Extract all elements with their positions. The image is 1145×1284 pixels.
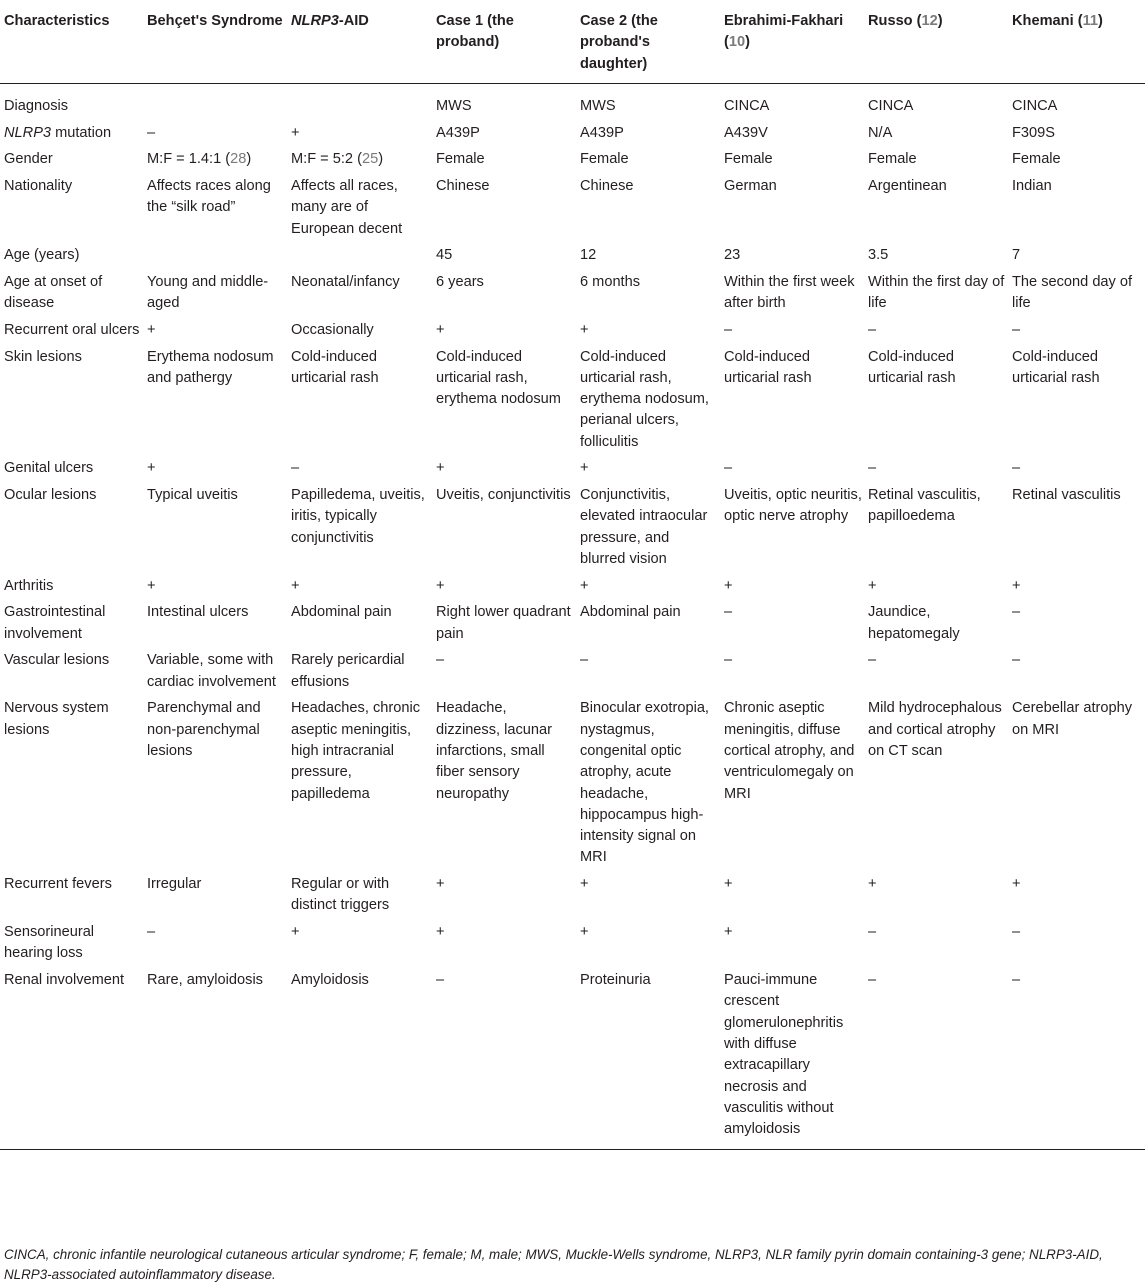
table-cell: A439P [580, 124, 624, 141]
table-cell: – [1012, 460, 1021, 477]
row-label [0, 241, 143, 268]
reference-link[interactable] [724, 34, 750, 50]
table-cell: Indian [1012, 177, 1052, 194]
table-row [0, 966, 1145, 1149]
row-label-text: Age at onset of disease [4, 273, 103, 312]
table-cell: + [580, 321, 589, 338]
table-cell: Abdominal pain [291, 604, 392, 621]
table-cell: – [1012, 652, 1021, 669]
table-cell: Young and middle-aged [147, 273, 269, 312]
table-row [0, 241, 1145, 268]
table-cell: Neonatal/infancy [291, 273, 400, 290]
table-cell: Headaches, chronic aseptic meningitis, high intracranial pressure, papilledema [291, 700, 420, 802]
row-label [0, 598, 143, 646]
header-characteristics: Characteristics [0, 0, 143, 83]
row-label-text: Recurrent oral ulcers [4, 321, 140, 338]
table-cell: Variable, some with cardiac involvement [147, 652, 276, 690]
table-cell: Cold-induced urticarial rash, erythema nodosum, perianal ulcers, folliculitis [580, 348, 709, 450]
header-case-1: Case 1 (the proband) [432, 0, 576, 83]
table-cell: – [147, 124, 156, 141]
table-cell: Female [580, 151, 629, 168]
table-cell: Cold-induced urticarial rash [724, 348, 812, 386]
table-cell: Chronic aseptic meningitis, diffuse cortical atrophy, and ventriculomegaly on MRI [724, 700, 855, 802]
reference-link[interactable]: 25 [361, 151, 379, 168]
table-cell: + [147, 577, 156, 594]
table-cell: + [868, 876, 877, 893]
row-label-text: Arthritis [4, 577, 54, 594]
table-cell: – [724, 604, 733, 621]
table-cell [287, 145, 432, 172]
table-cell: Cold-induced urticarial rash [1012, 348, 1100, 386]
table-cell: Intestinal ulcers [147, 604, 249, 621]
row-label-italic: NLRP3 [4, 124, 52, 141]
table-cell: Conjunctivitis, elevated intraocular pressure, and blurred vision [580, 487, 708, 568]
reference-link[interactable] [1078, 13, 1103, 29]
table-cell: Chinese [580, 177, 634, 194]
table-cell: Cold-induced urticarial rash [868, 348, 956, 386]
row-label [0, 918, 143, 966]
row-label [0, 966, 143, 1149]
row-label-text: Genital ulcers [4, 460, 94, 477]
table-cell: – [724, 652, 733, 669]
reference-link[interactable]: 28 [230, 151, 247, 168]
row-label-text: Recurrent fevers [4, 876, 112, 893]
table-cell: 7 [1012, 247, 1021, 264]
table-row [0, 572, 1145, 599]
table-cell: Amyloidosis [287, 966, 432, 1149]
header-behcets: Behçet's Syndrome [143, 0, 287, 83]
table-row [0, 918, 1145, 966]
table-cell: Cerebellar atrophy on MRI [1012, 700, 1133, 738]
table-cell: + [436, 577, 445, 594]
table-cell: Within the first day of life [868, 273, 1005, 312]
row-label-text: Ocular lesions [4, 487, 97, 504]
table-cell: Uveitis, conjunctivitis [436, 487, 571, 504]
row-label [0, 268, 143, 316]
table-row [0, 92, 1145, 119]
table-body [0, 83, 1145, 1149]
table-cell: Rare, amyloidosis [143, 966, 287, 1149]
table-cell: CINCA [1012, 97, 1058, 114]
table-cell: – [1008, 966, 1145, 1149]
table-cell: Chinese [436, 177, 490, 194]
table-cell: + [291, 124, 300, 141]
table-cell: + [580, 876, 589, 893]
table-cell: Right lower quadrant pain [436, 604, 571, 642]
row-label [0, 145, 143, 172]
table-cell: – [1012, 924, 1021, 941]
row-label-text: Vascular lesions [4, 652, 110, 669]
row-label-text: Sensorineural hearing loss [4, 924, 95, 962]
row-label [0, 172, 143, 241]
table-cell: Occasionally [291, 321, 374, 338]
row-label [0, 119, 143, 146]
table-cell: CINCA [868, 97, 914, 114]
table-cell [287, 92, 432, 119]
reference-number[interactable]: 12 [921, 13, 938, 29]
table-cell: + [147, 460, 156, 477]
table-cell: 12 [580, 247, 597, 264]
table-cell: – [147, 924, 156, 941]
table-cell: Uveitis, optic neuritis, optic nerve atrophy [724, 487, 862, 525]
header-russo: Russo (12) [864, 0, 1008, 83]
table-cell: + [724, 577, 733, 594]
table-cell: Headache, dizziness, lacunar infarctions, small fiber sensory neuropathy [436, 700, 552, 802]
table-cell: F309S [1012, 124, 1055, 141]
row-label-text: Skin lesions [4, 348, 82, 365]
cell-text: M:F = 1.4:1 ( [147, 151, 231, 168]
table-cell: MWS [436, 97, 472, 114]
table-cell: Female [724, 151, 773, 168]
table-cell: Pauci-immune crescent glomerulonephritis with diffuse extracapillary necrosis and vasculitis without amyloidosis [720, 966, 864, 1149]
table-row [0, 870, 1145, 918]
table-row [0, 268, 1145, 316]
table-cell: Binocular exotropia, nystagmus, congenital optic atrophy, acute headache, hippocampus high-intensity signal on MRI [580, 700, 709, 866]
cell-text: M:F = 5:2 ( [291, 151, 362, 168]
table-cell: Affects races along the “silk road” [147, 177, 271, 216]
table-cell: CINCA [724, 97, 770, 114]
table-cell: 6 years [436, 273, 484, 290]
table-cell: + [147, 321, 156, 338]
table-cell: Rarely pericardial effusions [291, 652, 405, 690]
table-cell: A439V [724, 124, 768, 141]
table-row [0, 646, 1145, 694]
table-cell: + [580, 460, 589, 477]
row-label [0, 646, 143, 694]
table-cell: Parenchymal and non-parenchymal lesions [147, 700, 261, 759]
table-cell: – [724, 460, 733, 477]
reference-number[interactable]: 11 [1082, 13, 1099, 29]
table-cell: – [864, 966, 1008, 1149]
table-cell: + [291, 577, 300, 594]
table-row [0, 119, 1145, 146]
row-label-text: Diagnosis [4, 97, 69, 114]
reference-number[interactable]: 10 [728, 34, 746, 51]
table-cell: – [291, 460, 300, 477]
paren: ( [724, 34, 729, 51]
table-cell: + [436, 876, 445, 893]
table-cell: – [580, 652, 589, 669]
paren: ( [916, 13, 922, 29]
table-cell: Jaundice, hepatomegaly [868, 604, 960, 642]
table-cell: Proteinuria [576, 966, 720, 1149]
row-label [0, 343, 143, 455]
table-row [0, 343, 1145, 455]
table-cell: – [436, 652, 445, 669]
table-cell: – [868, 460, 877, 477]
table-cell: – [868, 652, 877, 669]
table-row [0, 694, 1145, 870]
row-label [0, 870, 143, 918]
paren: ) [1098, 13, 1103, 29]
paren: ) [937, 13, 943, 29]
table-cell: The second day of life [1012, 273, 1133, 312]
table-cell: N/A [868, 124, 893, 141]
row-label [0, 572, 143, 599]
header-row [0, 0, 1145, 83]
table-cell: – [868, 924, 877, 941]
table-cell: Cold-induced urticarial rash, erythema nodosum [436, 348, 561, 408]
header-khemani: Khemani (11) [1008, 0, 1145, 83]
row-label [0, 481, 143, 572]
row-label-text: Nervous system lesions [4, 700, 109, 738]
reference-link[interactable] [917, 13, 943, 29]
header-case-2: Case 2 (the proband's daughter) [576, 0, 720, 83]
table-cell: Within the first week after birth [724, 273, 855, 312]
table-cell: + [436, 460, 445, 477]
table-cell: Argentinean [868, 177, 947, 194]
row-label [0, 454, 143, 481]
table-row [0, 598, 1145, 646]
table-cell: German [724, 177, 777, 194]
table-cell: – [724, 321, 733, 338]
spacer-cell [0, 83, 1145, 92]
table-cell: MWS [580, 97, 616, 114]
table-cell: Abdominal pain [580, 604, 681, 621]
row-label-text: Age (years) [4, 247, 80, 264]
cell-text: ) [378, 151, 384, 168]
row-label-text: Gender [4, 151, 53, 168]
table-cell [143, 145, 287, 172]
table-footnote: CINCA, chronic infantile neurological cutaneous articular syndrome; F, female; M, male; MWS, Muckle-Wells syndrome, NLRP3, NLR family pyrin domain containing-3 gene; NLRP3-AID, NLRP3-associated autoinflammatory disease. [4, 1247, 1103, 1282]
table-cell: Retinal vasculitis, papilloedema [868, 487, 981, 525]
header-spacer [0, 83, 1145, 92]
table-row [0, 145, 1145, 172]
table-cell: – [1012, 604, 1021, 621]
table-cell: 6 months [580, 273, 641, 290]
table-cell: + [436, 924, 445, 941]
table-cell: Irregular [147, 876, 202, 893]
table-cell: Regular or with distinct triggers [291, 876, 390, 914]
table-cell [143, 92, 287, 119]
table-cell: Erythema nodosum and pathergy [147, 348, 274, 386]
table-cell: 45 [436, 247, 453, 264]
table-cell: + [291, 924, 300, 941]
table-cell: Affects all races, many are of European decent [291, 177, 403, 237]
table-row [0, 481, 1145, 572]
table-cell: 3.5 [868, 247, 889, 264]
table-row [0, 454, 1145, 481]
table-cell: Mild hydrocephalous and cortical atrophy on CT scan [868, 700, 1002, 759]
row-label [0, 92, 143, 119]
table-row [0, 316, 1145, 343]
table-cell: + [1012, 876, 1021, 893]
table-cell: + [580, 924, 589, 941]
table-cell [143, 241, 287, 268]
row-label-text: mutation [51, 124, 112, 141]
table-row [0, 172, 1145, 241]
row-label-text: Renal involvement [4, 972, 125, 989]
table-cell [287, 241, 432, 268]
table-cell: 23 [724, 247, 741, 264]
table-cell: + [580, 577, 589, 594]
table-cell: + [1012, 577, 1021, 594]
table-cell: Retinal vasculitis [1012, 487, 1121, 504]
table-cell: – [432, 966, 576, 1149]
table-cell: Cold-induced urticarial rash [291, 348, 379, 386]
paren: ( [1077, 13, 1083, 29]
row-label-text: Nationality [4, 177, 73, 194]
header-nlrp3-aid: NLRP3-AID [287, 0, 432, 83]
table-cell: Female [1012, 151, 1061, 168]
table-cell: – [1012, 321, 1021, 338]
header-ebrahimi-fakhari: Ebrahimi-Fakhari (10) [720, 0, 864, 83]
cell-text: ) [246, 151, 252, 168]
table-cell: Papilledema, uveitis, iritis, typically conjunctivitis [291, 487, 425, 546]
table-cell: Female [436, 151, 485, 168]
paren: ) [745, 34, 750, 51]
table-cell: + [724, 924, 733, 941]
row-label [0, 316, 143, 343]
table-cell: Typical uveitis [147, 487, 238, 504]
table-cell: + [868, 577, 877, 594]
row-label [0, 694, 143, 870]
table-cell: + [724, 876, 733, 893]
table-cell: A439P [436, 124, 480, 141]
table-cell: – [868, 321, 877, 338]
row-label-text: Gastrointestinal involvement [4, 604, 106, 642]
table-cell: + [436, 321, 445, 338]
table-cell: Female [868, 151, 917, 168]
